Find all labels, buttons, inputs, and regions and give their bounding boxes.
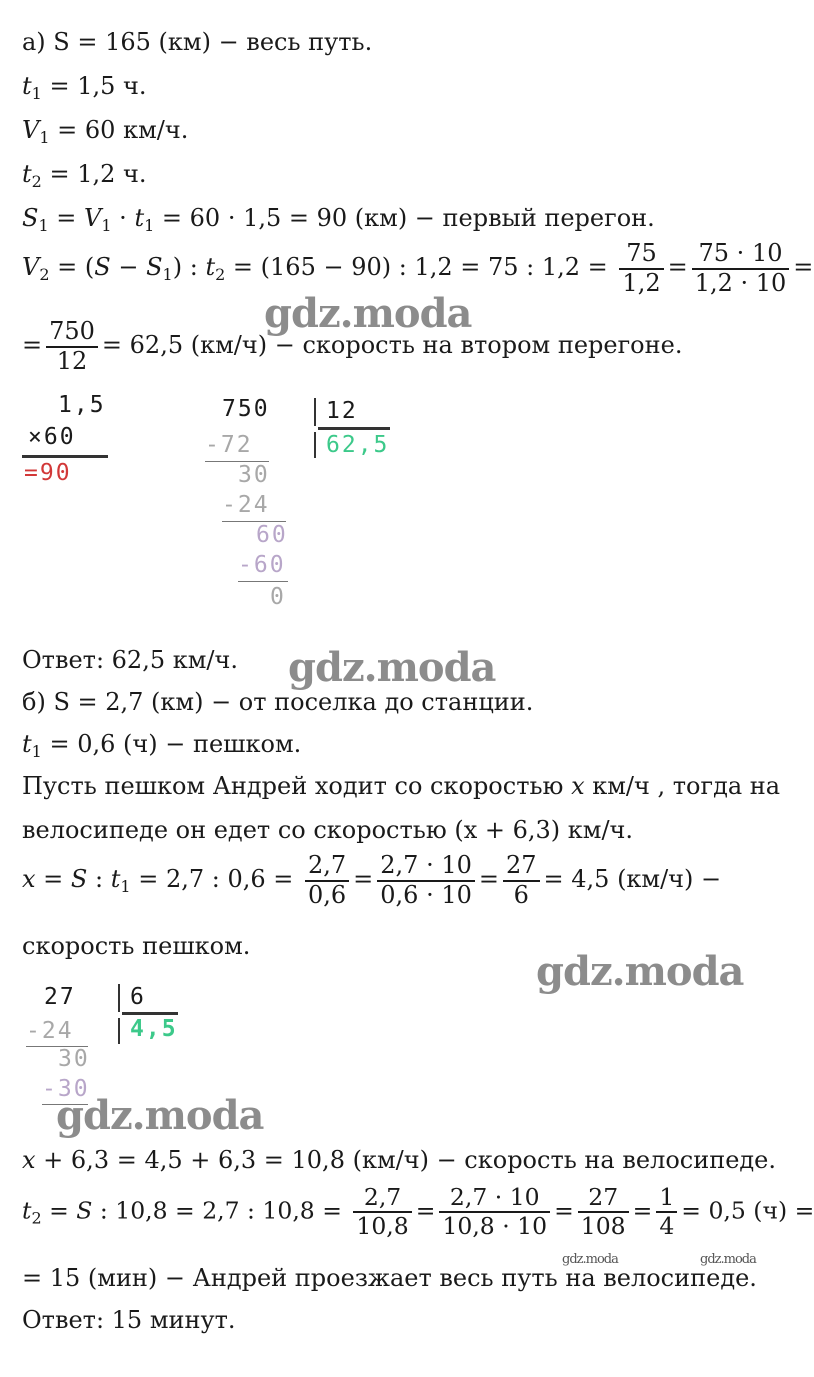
line-minutes: = 15 (мин) − Андрей проезжает весь путь на велосипеде. xyxy=(22,1264,757,1292)
div2-dividend: 27 xyxy=(44,984,76,1010)
line-v2-result: = $\frac{750}{12}$ = 62,5 (км/ч) − скорость на втором перегоне. xyxy=(22,317,683,375)
watermark: gdz.moda xyxy=(264,290,472,337)
watermark: gdz.moda xyxy=(288,644,496,691)
div1-step: 0 xyxy=(270,584,286,610)
line-v2: $V_2 = (S - S_1)$ : $t_2 = (165 - 90)$ : 1,2 = 75 : 1,2 = $\frac{75}{1,2}$ = $\frac{75 \cdot 10}{1,2 \cdot 10}$ = xyxy=(22,239,814,297)
watermark: gdz.moda xyxy=(562,1252,618,1267)
div1-quotient: 62,5 xyxy=(326,432,390,458)
line-v1: $V_1 = 60$ км/ч. xyxy=(22,116,189,147)
fraction: $\frac{75 \cdot 10}{1,2 \cdot 10}$ xyxy=(692,240,790,297)
div2-quotient: 4,5 xyxy=(130,1016,178,1042)
line-a-total: а) S = 165 (км) − весь путь. xyxy=(22,28,373,56)
answer-a: Ответ: 62,5 км/ч. xyxy=(22,646,238,674)
div1-dividend: 750 xyxy=(222,396,270,422)
line-x: x = S : $t_1 = 2,7$ : 0,6 = $\frac{2,7}{0,6}$ = $\frac{2,7 \cdot 10}{0,6 \cdot 10}$ = $\frac{27}{6}$ = 4,5 (км/ч) − xyxy=(22,851,722,909)
div1-step: -60 xyxy=(238,552,286,578)
fraction: $\frac{1}{4}$ xyxy=(656,1184,677,1240)
div1-step: -24 xyxy=(222,492,270,518)
div2-bar xyxy=(118,1018,120,1044)
div1-step: 60 xyxy=(256,522,288,548)
div1-step: -72 xyxy=(205,432,253,458)
watermark: gdz.moda xyxy=(536,948,744,995)
div2-divisor-rule xyxy=(122,1012,178,1015)
div2-step: 30 xyxy=(58,1046,90,1072)
fraction: $\frac{2,7}{10,8}$ xyxy=(353,1184,411,1240)
line-t2: $t_2 = 1,2$ ч. xyxy=(22,160,147,191)
mult-factor: ×60 xyxy=(28,424,76,450)
fraction: $\frac{75}{1,2}$ xyxy=(619,240,663,297)
line-bike: x + 6,3 = 4,5 + 6,3 = 10,8 (км/ч) − скорость на велосипеде. xyxy=(22,1146,777,1174)
line-walk: скорость пешком. xyxy=(22,932,251,960)
mult-rule xyxy=(22,455,108,458)
fraction: $\frac{27}{108}$ xyxy=(578,1184,629,1240)
fraction: $\frac{2,7}{0,6}$ xyxy=(305,852,349,909)
div2-step: -24 xyxy=(26,1018,74,1044)
div2-step: -30 xyxy=(42,1076,90,1102)
div1-rule xyxy=(238,581,288,582)
div1-bar xyxy=(314,432,316,458)
div1-divisor-rule xyxy=(318,427,390,430)
line-b-t1: $t_1 = 0,6$ (ч) − пешком. xyxy=(22,730,302,761)
div2-bar xyxy=(118,984,120,1012)
answer-b: Ответ: 15 минут. xyxy=(22,1306,236,1334)
line-s1: $S_1 = V_1 \cdot t_1 = 60 \cdot 1,5 = 90$ (км) − первый перегон. xyxy=(22,204,655,235)
fraction: $\frac{750}{12}$ xyxy=(46,318,98,375)
line-t1: $t_1 = 1,5$ ч. xyxy=(22,72,147,103)
div1-bar xyxy=(314,398,316,426)
div2-divisor: 6 xyxy=(130,984,146,1010)
fraction: $\frac{2,7 \cdot 10}{10,8 \cdot 10}$ xyxy=(439,1184,550,1240)
line-b-total: б) S = 2,7 (км) − от поселка до станции. xyxy=(22,688,534,716)
line-speed-cont: велосипеде он едет со скоростью (x + 6,3) км/ч. xyxy=(22,816,634,844)
mult-top: 1,5 xyxy=(58,392,106,418)
mult-result: =90 xyxy=(24,460,72,486)
watermark: gdz.moda xyxy=(700,1252,756,1267)
div1-step: 30 xyxy=(238,462,270,488)
line-t2-b: $t_2 = S$ : 10,8 = 2,7 : 10,8 = $\frac{2,7}{10,8}$ = $\frac{2,7 \cdot 10}{10,8 \cdot 10}$ = $\frac{27}{108}$ = $\frac{1}{4}$ = 0,5 (ч) = xyxy=(22,1183,814,1241)
fraction: $\frac{2,7 \cdot 10}{0,6 \cdot 10}$ xyxy=(377,852,475,909)
fraction: $\frac{27}{6}$ xyxy=(503,852,540,909)
line-let: Пусть пешком Андрей ходит со скоростью x км/ч , тогда на xyxy=(22,772,781,800)
watermark: gdz.moda xyxy=(56,1092,264,1139)
div1-divisor: 12 xyxy=(326,398,358,424)
